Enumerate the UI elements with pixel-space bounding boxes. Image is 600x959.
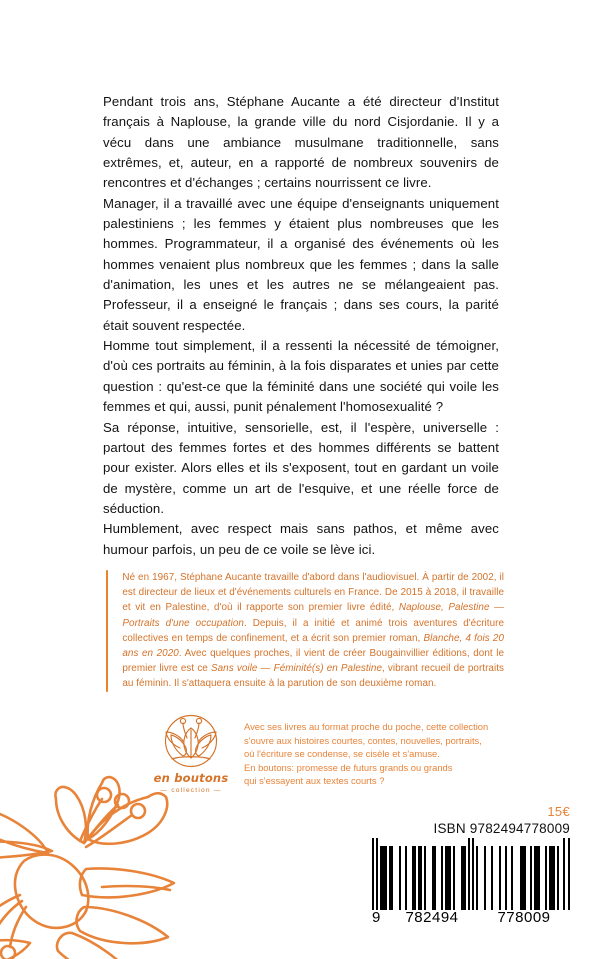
collection-logo-subtitle: — collection — [160, 787, 222, 794]
blurb-paragraph: Sa réponse, intuitive, sensorielle, est, il l'espère, universelle : partout des femmes fortes et des hommes différents se battent pour exister. Alors elles et ils s'exposent, tout en gardant un voile de mystère, comme un art de l'esquive, et une réelle force de séduction. [103, 419, 499, 516]
author-biography [106, 570, 504, 692]
collection-description [232, 714, 488, 788]
bio-text-4: , vibrant recueil de portraits au féminin. Il s'attaquera ensuite à la parution de son deuxième roman. [122, 663, 504, 690]
collection-logo-name: en boutons [153, 771, 229, 785]
blurb-paragraph: Manager, il a travaillé avec une équipe d'enseignants uniquement palestiniens ; les femmes y étaient plus nombreuses que les hommes. Programmateur, il a organisé des événements où les hommes venaient plus nombreux que les femmes ; dans la salle d'animation, les unes et les autres ne se mélangeaient pas. Professeur, il a enseigné le français ; dans ses cours, la parité était souvent respectée. [103, 195, 499, 333]
collection-block [150, 714, 500, 794]
barcode-group-2: 778009 [497, 909, 551, 926]
price-label: 15€ [547, 804, 570, 819]
isbn-label: ISBN 9782494778009 [433, 821, 570, 836]
barcode [372, 838, 570, 926]
blurb-paragraph: Humblement, avec respect mais sans pathos, et même avec humour parfois, un peu de ce voile se lève ici. [103, 521, 499, 557]
barcode-lead-digit: 9 [372, 909, 381, 926]
bio-title-1: Naplouse, Palestine — Portraits d'une occupation [122, 602, 504, 629]
barcode-bars [372, 838, 570, 910]
collection-note-line: Avec ses livres au format proche du poche, cette collection [244, 721, 489, 732]
blurb-paragraph: Pendant trois ans, Stéphane Aucante a été directeur d'Institut français à Naplouse, la grande ville du nord Cisjordanie. Il y a vécu dans une ambiance musulmane traditionnelle, sans extrêmes, et, auteur, en a rapporté de nombreux souvenirs de rencontres et d'échanges ; certains nourrissent ce livre. [103, 94, 499, 191]
bio-title-2: Blanche, 4 fois 20 ans en 2020 [122, 632, 505, 660]
back-cover-blurb [103, 92, 499, 560]
flower-bud-icon [158, 714, 224, 770]
bio-text-2: . Depuis, il a initié et animé trois aventures d'écriture collectives en temps de confinement, et a écrit son premier roman, [122, 617, 505, 644]
collection-note-line: où l'écriture se condense, se cisèle et s'amuse. [244, 748, 440, 760]
blurb-paragraph: Homme tout simplement, il a ressenti la nécessité de témoigner, d'où ces portraits au féminin, à la fois disparates et unies par cette question : qu'est-ce que la féminité dans une société qui voile les femmes et qui, aussi, punit pénalement l'homosexualité ? [103, 338, 499, 415]
biography-text [108, 570, 504, 692]
bio-text-3: . Avec quelques proches, il vient de créer Bougainvillier éditions, dont le premier livre est ce [122, 648, 504, 675]
bio-title-3: Sans voile — Féminité(s) en Palestine [211, 663, 382, 675]
barcode-group-1: 782494 [405, 909, 459, 926]
collection-logo [150, 714, 232, 794]
collection-note-line: qui s'essayent aux textes courts ? [244, 775, 385, 787]
collection-note-line: En boutons: promesse de futurs grands ou grands [244, 761, 453, 773]
bio-text-1: Né en 1967, Stéphane Aucante travaille d'abord dans l'audiovisuel. À partir de 2002, il est directeur de lieux et d'événements culturels en France. De 2015 à 2018, il travaille et vit en Palestine, d'où il rapporte son premier livre édité, [122, 572, 504, 614]
collection-note-line: s'ouvre aux histoires courtes, contes, nouvelles, portraits, [244, 734, 482, 746]
barcode-digits [372, 909, 570, 926]
